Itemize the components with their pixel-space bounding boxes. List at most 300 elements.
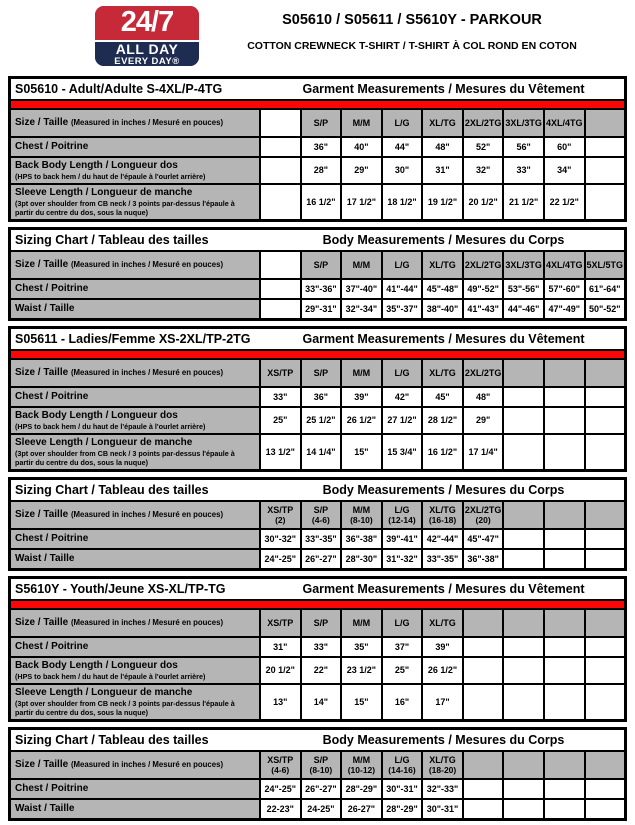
blank-cell bbox=[504, 685, 543, 719]
value-cell: 29" bbox=[464, 408, 503, 433]
value-cell: 19 1/2" bbox=[423, 185, 462, 219]
row-label: Sleeve Length / Longueur de manche bbox=[15, 187, 193, 198]
blank-cell bbox=[545, 780, 584, 798]
column-header: S/P bbox=[302, 252, 341, 278]
value-cell: 26-27" bbox=[342, 800, 381, 818]
blank-cell bbox=[545, 408, 584, 433]
column-header: L/G bbox=[383, 360, 422, 386]
tables bbox=[0, 74, 635, 825]
row-label: Chest / Poitrine bbox=[15, 533, 89, 544]
value-cell: 17" bbox=[423, 685, 462, 719]
value-cell: 20 1/2" bbox=[464, 185, 503, 219]
table-subtitle: Garment Measurements / Mesures du Vêtement bbox=[302, 582, 585, 596]
blank-cell bbox=[464, 800, 503, 818]
table-subtitle: Body Measurements / Mesures du Corps bbox=[322, 483, 565, 497]
value-cell: 22" bbox=[302, 658, 341, 683]
size-label: Size / Taille (Measured in inches / Mesuré en pouces) bbox=[15, 367, 224, 378]
value-cell: 39"-41" bbox=[383, 530, 422, 548]
value-cell: 31" bbox=[423, 158, 462, 183]
measurement-row bbox=[11, 185, 624, 219]
column-header: XL/TG bbox=[423, 610, 462, 636]
value-cell: 57"-60" bbox=[545, 280, 584, 298]
value-cell: 24-25" bbox=[302, 800, 341, 818]
blank-cell bbox=[586, 435, 625, 469]
table-title: Sizing Chart / Tableau des tailles bbox=[15, 233, 209, 247]
value-cell: 30"-31" bbox=[423, 800, 462, 818]
row-sublabel: (HPS to back hem / du haut de l'épaule à l'ourlet arrière) bbox=[15, 672, 206, 681]
value-cell: 24"-25" bbox=[261, 780, 300, 798]
value-cell: 41"-43" bbox=[464, 300, 503, 318]
size-label: Size / Taille (Measured in inches / Mesuré en pouces) bbox=[15, 117, 224, 128]
size-label-cell bbox=[11, 502, 259, 528]
table-subtitle: Body Measurements / Mesures du Corps bbox=[322, 233, 565, 247]
value-cell: 47"-49" bbox=[545, 300, 584, 318]
value-cell: 29" bbox=[342, 158, 381, 183]
page-header bbox=[0, 0, 635, 74]
column-header: S/P (8-10) bbox=[302, 752, 341, 778]
size-table-body-youth bbox=[8, 727, 627, 821]
logo-line2: EVERY DAY® bbox=[114, 55, 180, 66]
column-header: L/G bbox=[383, 610, 422, 636]
value-cell: 21 1/2" bbox=[504, 185, 543, 219]
table-grid bbox=[11, 752, 624, 818]
table-grid bbox=[11, 610, 624, 719]
size-label: Size / Taille (Measured in inches / Mesuré en pouces) bbox=[15, 509, 224, 520]
size-table-garment-youth bbox=[8, 576, 627, 722]
value-cell: 29"-31" bbox=[302, 300, 341, 318]
row-label: Sleeve Length / Longueur de manche bbox=[15, 437, 193, 448]
row-label: Chest / Poitrine bbox=[15, 391, 89, 402]
value-cell: 36" bbox=[302, 388, 341, 406]
value-cell: 28"-29" bbox=[342, 780, 381, 798]
value-cell: 28 1/2" bbox=[423, 408, 462, 433]
column-header: M/M bbox=[342, 110, 381, 136]
column-header: L/G (12-14) bbox=[383, 502, 422, 528]
value-cell: 28" bbox=[302, 158, 341, 183]
size-label-cell bbox=[11, 252, 259, 278]
blank-cell bbox=[545, 550, 584, 568]
column-header: 4XL/4TG bbox=[545, 252, 584, 278]
value-cell: 45" bbox=[423, 388, 462, 406]
value-cell: 33"-35" bbox=[423, 550, 462, 568]
blank-header-cell bbox=[586, 610, 625, 636]
value-cell: 53"-56" bbox=[504, 280, 543, 298]
column-header: S/P bbox=[302, 360, 341, 386]
value-cell: 50"-52" bbox=[586, 300, 625, 318]
column-header: M/M bbox=[342, 360, 381, 386]
row-label-cell bbox=[11, 530, 259, 548]
blank-header-cell bbox=[464, 752, 503, 778]
table-title: Sizing Chart / Tableau des tailles bbox=[15, 733, 209, 747]
blank-cell bbox=[545, 685, 584, 719]
row-label-cell bbox=[11, 408, 259, 433]
value-cell: 14 1/4" bbox=[302, 435, 341, 469]
blank-cell bbox=[504, 780, 543, 798]
row-label: Chest / Poitrine bbox=[15, 641, 89, 652]
row-sublabel: (3pt over shoulder from CB neck / 3 points par-dessus l'épaule à partir du centre du dos, sous la nuque) bbox=[15, 699, 235, 717]
blank-cell bbox=[464, 685, 503, 719]
value-cell: 32"-34" bbox=[342, 300, 381, 318]
value-cell: 18 1/2" bbox=[383, 185, 422, 219]
size-label-cell bbox=[11, 360, 259, 386]
blank-cell bbox=[261, 138, 300, 156]
blank-cell bbox=[504, 550, 543, 568]
value-cell: 25 1/2" bbox=[302, 408, 341, 433]
size-label-cell bbox=[11, 752, 259, 778]
column-header: XS/TP bbox=[261, 610, 300, 636]
column-header: 2XL/2TG bbox=[464, 360, 503, 386]
value-cell: 40" bbox=[342, 138, 381, 156]
blank-cell bbox=[464, 638, 503, 656]
size-table-body-adult bbox=[8, 227, 627, 321]
column-header: M/M bbox=[342, 252, 381, 278]
column-header: S/P (4-6) bbox=[302, 502, 341, 528]
size-header-row bbox=[11, 360, 624, 386]
row-label-cell bbox=[11, 550, 259, 568]
header-text bbox=[199, 6, 625, 52]
value-cell: 60" bbox=[545, 138, 584, 156]
value-cell: 25" bbox=[383, 658, 422, 683]
blank-cell bbox=[586, 550, 625, 568]
size-note: (Measured in inches / Mesuré en pouces) bbox=[70, 118, 224, 127]
value-cell: 14" bbox=[302, 685, 341, 719]
value-cell: 48" bbox=[423, 138, 462, 156]
column-header: XS/TP (2) bbox=[261, 502, 300, 528]
measurement-row bbox=[11, 638, 624, 656]
value-cell: 52" bbox=[464, 138, 503, 156]
column-header: L/G bbox=[383, 110, 422, 136]
value-cell: 30"-32" bbox=[261, 530, 300, 548]
blank-cell bbox=[504, 408, 543, 433]
product-subtitle: COTTON CREWNECK T-SHIRT / T-SHIRT À COL ROND EN COTON bbox=[247, 40, 577, 52]
column-header: M/M (10-12) bbox=[342, 752, 381, 778]
row-label: Chest / Poitrine bbox=[15, 283, 89, 294]
table-header-row bbox=[11, 480, 624, 500]
blank-header-cell bbox=[464, 610, 503, 636]
blank-cell bbox=[504, 530, 543, 548]
measurement-row bbox=[11, 780, 624, 798]
value-cell: 44" bbox=[383, 138, 422, 156]
size-note: (Measured in inches / Mesuré en pouces) bbox=[70, 510, 224, 519]
column-header: L/G bbox=[383, 252, 422, 278]
size-header-row bbox=[11, 110, 624, 136]
blank-cell bbox=[586, 408, 625, 433]
column-header: XL/TG bbox=[423, 360, 462, 386]
row-label-cell bbox=[11, 158, 259, 183]
product-title: S05610 / S05611 / S5610Y - PARKOUR bbox=[282, 12, 542, 28]
blank-cell bbox=[586, 530, 625, 548]
blank-header-cell bbox=[504, 610, 543, 636]
column-header: 5XL/5TG bbox=[586, 252, 625, 278]
size-label: Size / Taille (Measured in inches / Mesuré en pouces) bbox=[15, 259, 224, 270]
blank-header-cell bbox=[586, 110, 625, 136]
value-cell: 23 1/2" bbox=[342, 658, 381, 683]
row-label: Sleeve Length / Longueur de manche bbox=[15, 687, 193, 698]
value-cell: 26 1/2" bbox=[342, 408, 381, 433]
blank-cell bbox=[545, 638, 584, 656]
table-grid bbox=[11, 252, 624, 318]
blank-cell bbox=[545, 530, 584, 548]
value-cell: 15" bbox=[342, 435, 381, 469]
blank-cell bbox=[586, 780, 625, 798]
row-sublabel: (HPS to back hem / du haut de l'épaule à l'ourlet arrière) bbox=[15, 422, 206, 431]
value-cell: 39" bbox=[342, 388, 381, 406]
value-cell: 61"-64" bbox=[586, 280, 625, 298]
value-cell: 41"-44" bbox=[383, 280, 422, 298]
table-subtitle: Garment Measurements / Mesures du Vêtement bbox=[302, 332, 585, 346]
value-cell: 33"-35" bbox=[302, 530, 341, 548]
column-header: 3XL/3TG bbox=[504, 110, 543, 136]
blank-cell bbox=[586, 158, 625, 183]
value-cell: 45"-47" bbox=[464, 530, 503, 548]
column-header: XL/TG bbox=[423, 110, 462, 136]
table-title: Sizing Chart / Tableau des tailles bbox=[15, 483, 209, 497]
row-label: Chest / Poitrine bbox=[15, 141, 89, 152]
row-label: Back Body Length / Longueur dos bbox=[15, 410, 178, 421]
column-header: XS/TP bbox=[261, 360, 300, 386]
column-header: 2XL/2TG (20) bbox=[464, 502, 503, 528]
blank-cell bbox=[504, 435, 543, 469]
blank-header-cell bbox=[586, 752, 625, 778]
blank-cell bbox=[545, 435, 584, 469]
measurement-row bbox=[11, 550, 624, 568]
value-cell: 48" bbox=[464, 388, 503, 406]
value-cell: 31" bbox=[261, 638, 300, 656]
size-table-garment-adult bbox=[8, 76, 627, 222]
blank-header-cell bbox=[545, 610, 584, 636]
size-note: (Measured in inches / Mesuré en pouces) bbox=[70, 760, 224, 769]
blank-cell bbox=[261, 185, 300, 219]
column-header: S/P bbox=[302, 610, 341, 636]
table-subtitle: Body Measurements / Mesures du Corps bbox=[322, 733, 565, 747]
measurement-row bbox=[11, 138, 624, 156]
row-label-cell bbox=[11, 685, 259, 719]
blank-header-cell bbox=[504, 752, 543, 778]
row-label: Back Body Length / Longueur dos bbox=[15, 160, 178, 171]
size-header-row bbox=[11, 610, 624, 636]
value-cell: 37"-40" bbox=[342, 280, 381, 298]
value-cell: 17 1/2" bbox=[342, 185, 381, 219]
value-cell: 16 1/2" bbox=[302, 185, 341, 219]
value-cell: 36"-38" bbox=[342, 530, 381, 548]
blank-header-cell bbox=[261, 252, 300, 278]
table-title: S5610Y - Youth/Jeune XS-XL/TP-TG bbox=[15, 582, 226, 596]
blank-cell bbox=[586, 800, 625, 818]
blank-header-cell bbox=[545, 752, 584, 778]
row-label-cell bbox=[11, 638, 259, 656]
value-cell: 13" bbox=[261, 685, 300, 719]
column-header: M/M bbox=[342, 610, 381, 636]
size-header-row bbox=[11, 752, 624, 778]
blank-cell bbox=[586, 138, 625, 156]
table-header-row bbox=[11, 730, 624, 750]
row-label: Waist / Taille bbox=[15, 803, 75, 814]
value-cell: 28"-30" bbox=[342, 550, 381, 568]
size-label: Size / Taille (Measured in inches / Mesuré en pouces) bbox=[15, 759, 224, 770]
value-cell: 42" bbox=[383, 388, 422, 406]
row-label: Waist / Taille bbox=[15, 303, 75, 314]
value-cell: 33"-36" bbox=[302, 280, 341, 298]
red-stripe bbox=[11, 351, 624, 358]
table-grid bbox=[11, 110, 624, 219]
row-label: Chest / Poitrine bbox=[15, 783, 89, 794]
table-header-row bbox=[11, 230, 624, 250]
size-note: (Measured in inches / Mesuré en pouces) bbox=[70, 368, 224, 377]
column-header: M/M (8-10) bbox=[342, 502, 381, 528]
row-sublabel: (3pt over shoulder from CB neck / 3 points par-dessus l'épaule à partir du centre du dos, sous la nuque) bbox=[15, 449, 235, 467]
size-label: Size / Taille (Measured in inches / Mesuré en pouces) bbox=[15, 617, 224, 628]
column-header: S/P bbox=[302, 110, 341, 136]
column-header: 3XL/3TG bbox=[504, 252, 543, 278]
column-header: 2XL/2TG bbox=[464, 252, 503, 278]
blank-cell bbox=[545, 658, 584, 683]
size-header-row bbox=[11, 502, 624, 528]
row-label-cell bbox=[11, 280, 259, 298]
value-cell: 34" bbox=[545, 158, 584, 183]
measurement-row bbox=[11, 800, 624, 818]
blank-cell bbox=[545, 800, 584, 818]
row-label-cell bbox=[11, 388, 259, 406]
value-cell: 38"-40" bbox=[423, 300, 462, 318]
blank-header-cell bbox=[586, 502, 625, 528]
logo-line1: ALL DAY bbox=[115, 40, 179, 57]
value-cell: 26 1/2" bbox=[423, 658, 462, 683]
blank-header-cell bbox=[504, 360, 543, 386]
measurement-row bbox=[11, 530, 624, 548]
blank-header-cell bbox=[504, 502, 543, 528]
value-cell: 16" bbox=[383, 685, 422, 719]
value-cell: 36" bbox=[302, 138, 341, 156]
column-header: XL/TG (16-18) bbox=[423, 502, 462, 528]
column-header: XL/TG (18-20) bbox=[423, 752, 462, 778]
value-cell: 32" bbox=[464, 158, 503, 183]
row-label-cell bbox=[11, 800, 259, 818]
blank-cell bbox=[261, 300, 300, 318]
row-label-cell bbox=[11, 658, 259, 683]
value-cell: 37" bbox=[383, 638, 422, 656]
row-label-cell bbox=[11, 435, 259, 469]
size-note: (Measured in inches / Mesuré en pouces) bbox=[70, 260, 224, 269]
value-cell: 39" bbox=[423, 638, 462, 656]
value-cell: 17 1/4" bbox=[464, 435, 503, 469]
blank-cell bbox=[464, 658, 503, 683]
table-title: S05611 - Ladies/Femme XS-2XL/TP-2TG bbox=[15, 332, 251, 346]
value-cell: 16 1/2" bbox=[423, 435, 462, 469]
blank-header-cell bbox=[545, 360, 584, 386]
size-header-row bbox=[11, 252, 624, 278]
value-cell: 35"-37" bbox=[383, 300, 422, 318]
size-table-body-ladies bbox=[8, 477, 627, 571]
blank-header-cell bbox=[545, 502, 584, 528]
row-label-cell bbox=[11, 138, 259, 156]
row-label: Waist / Taille bbox=[15, 553, 75, 564]
value-cell: 22-23" bbox=[261, 800, 300, 818]
row-label-cell bbox=[11, 300, 259, 318]
measurement-row bbox=[11, 658, 624, 683]
table-title: S05610 - Adult/Adulte S-4XL/P-4TG bbox=[15, 82, 223, 96]
measurement-row bbox=[11, 300, 624, 318]
measurement-row bbox=[11, 158, 624, 183]
column-header: L/G (14-16) bbox=[383, 752, 422, 778]
blank-cell bbox=[586, 658, 625, 683]
column-header: XS/TP (4-6) bbox=[261, 752, 300, 778]
blank-cell bbox=[586, 638, 625, 656]
logo-all-day bbox=[95, 42, 199, 67]
table-grid bbox=[11, 360, 624, 469]
value-cell: 30"-31" bbox=[383, 780, 422, 798]
column-header: 4XL/4TG bbox=[545, 110, 584, 136]
value-cell: 36"-38" bbox=[464, 550, 503, 568]
brand-logo bbox=[95, 6, 199, 66]
blank-cell bbox=[504, 800, 543, 818]
blank-header-cell bbox=[586, 360, 625, 386]
measurement-row bbox=[11, 435, 624, 469]
measurement-row bbox=[11, 408, 624, 433]
table-header-row bbox=[11, 79, 624, 99]
blank-cell bbox=[545, 388, 584, 406]
row-label-cell bbox=[11, 185, 259, 219]
blank-cell bbox=[586, 685, 625, 719]
measurement-row bbox=[11, 685, 624, 719]
blank-cell bbox=[586, 185, 625, 219]
measurement-row bbox=[11, 388, 624, 406]
red-stripe bbox=[11, 101, 624, 108]
blank-cell bbox=[504, 388, 543, 406]
table-subtitle: Garment Measurements / Mesures du Vêtement bbox=[302, 82, 585, 96]
value-cell: 26"-27" bbox=[302, 550, 341, 568]
value-cell: 56" bbox=[504, 138, 543, 156]
value-cell: 26"-27" bbox=[302, 780, 341, 798]
row-sublabel: (3pt over shoulder from CB neck / 3 points par-dessus l'épaule à partir du centre du dos, sous la nuque) bbox=[15, 199, 235, 217]
blank-cell bbox=[504, 658, 543, 683]
value-cell: 45"-48" bbox=[423, 280, 462, 298]
row-label: Back Body Length / Longueur dos bbox=[15, 660, 178, 671]
size-label-cell bbox=[11, 110, 259, 136]
logo-24-7: 24/7 bbox=[95, 6, 199, 42]
blank-cell bbox=[261, 280, 300, 298]
size-note: (Measured in inches / Mesuré en pouces) bbox=[70, 618, 224, 627]
measurement-row bbox=[11, 280, 624, 298]
value-cell: 15 3/4" bbox=[383, 435, 422, 469]
value-cell: 20 1/2" bbox=[261, 658, 300, 683]
size-table-garment-ladies bbox=[8, 326, 627, 472]
value-cell: 13 1/2" bbox=[261, 435, 300, 469]
value-cell: 49"-52" bbox=[464, 280, 503, 298]
value-cell: 22 1/2" bbox=[545, 185, 584, 219]
value-cell: 35" bbox=[342, 638, 381, 656]
value-cell: 28"-29" bbox=[383, 800, 422, 818]
value-cell: 33" bbox=[504, 158, 543, 183]
value-cell: 33" bbox=[261, 388, 300, 406]
value-cell: 27 1/2" bbox=[383, 408, 422, 433]
blank-cell bbox=[464, 780, 503, 798]
value-cell: 33" bbox=[302, 638, 341, 656]
table-header-row bbox=[11, 329, 624, 349]
blank-cell bbox=[261, 158, 300, 183]
value-cell: 30" bbox=[383, 158, 422, 183]
column-header: 2XL/2TG bbox=[464, 110, 503, 136]
red-stripe bbox=[11, 601, 624, 608]
row-label-cell bbox=[11, 780, 259, 798]
value-cell: 42"-44" bbox=[423, 530, 462, 548]
value-cell: 25" bbox=[261, 408, 300, 433]
value-cell: 15" bbox=[342, 685, 381, 719]
row-sublabel: (HPS to back hem / du haut de l'épaule à l'ourlet arrière) bbox=[15, 172, 206, 181]
value-cell: 31"-32" bbox=[383, 550, 422, 568]
table-grid bbox=[11, 502, 624, 568]
value-cell: 24"-25" bbox=[261, 550, 300, 568]
blank-header-cell bbox=[261, 110, 300, 136]
